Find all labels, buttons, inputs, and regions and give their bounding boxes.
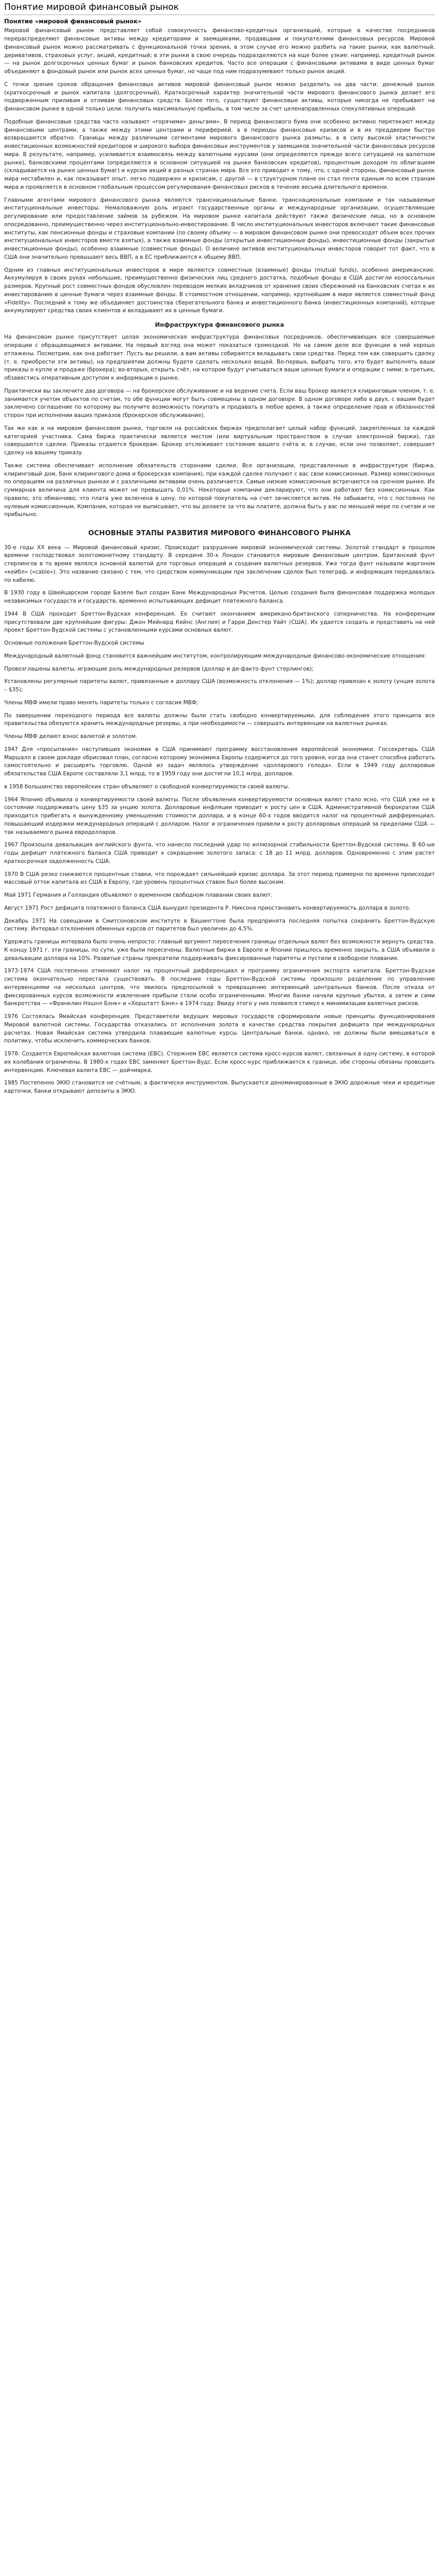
paragraph: Международный валютный фонд становится важнейшим институтом, контролирующим международные финансово-экономические отношения: (4, 652, 426, 659)
paragraph: 1944 В США проходит Бреттон-Вудская конференция. Ее считают окончанием американо-британского соперничества. На конференции присутствовали две крупнейшие фигуры: Джон Мейнард Кейнс (Англия) и Гарри Декстер Уайт (США). Их удается создать и представить на ней проект Бреттон-Вудской системы с установленными курсами основных валют. (4, 610, 435, 634)
paragraph: Так же как и на мировом финансовом рынке, торговля на российских биржах предполагает целый набор функций, закрепленных за каждой категорией участника. Сама биржа практически является местом (или виртуальным пространством в случае электронной биржи), где совершаются сделки. Приказы отдаются брокерам. Брокер отслеживает состояние вашего счёта и, в случае, если оно позволяет, совершает сделку на вашему приказу. (4, 425, 435, 456)
paragraph: Подобные финансовые средства часто называют «горячими» деньгами». В период финансового бума они особенно активно перетекают между финансовыми центрами, а также между этими центрами и периферией, а в периоды финансовых кризисов и в их преддверии быстро возвращаются обратно. Границы между различными сегментами мирового финансового рынка размыты, а в силу высокой эластичности инвестиционных возможностей кредиторов и широкого выбора финансовых инструментов у заемщиков значительной части финансовых ресурсов мира. В результате, например, усиливается взаимосвязь между валютными курсами (они определяются прежде всего ситуацией на валютном рынке), банковскими процентами (определяются в основном ситуацией на рынке банковских кредитов), процентным доходом по облигациям (складывается на рынке ценных бумаг) и курсом акций в разных странах мира. Все это приводит к тому, что, с одной стороны, финансовый рынок мира нестабилен и, как показывает опыт, легко подвержен и кризисам, с другой — в структурном плане он стал почти единым по всем странам мира и проявляется в основном глобальным процессом регулирования финансовых рисков в течение весьма длительного времени. (4, 118, 435, 190)
paragraph: По завершении переходного периода все валюты должны были стать свободно конвертируемыми, для соблюдения этого принципа все правительства обязуются хранить международные резервы, а при необходимости — совершать интервенции на валютных рынках. (4, 712, 435, 727)
page-title: Понятие мировой финансовый рынок (4, 2, 435, 15)
paragraph: Практически вы заключите два договора — на брокерское обслуживание и на ведение счета. Если ваш брокер является клиринговым членом, т. е. занимается учетом объектов по счетам, то обе функции могут быть совмещены в одном договоре. В одном договоре либо в двух, с вашим будет заключено соглашение по которому вы получите возможность покупать и продавать в любое время, а также определение прав и обязанностей сторон при исполнении ваших приказов (брокерское обслуживание). (4, 387, 435, 419)
paragraph: С точки зрения сроков обращения финансовых активов мировой финансовый рынок можно разделить на два части: денежный рынок (краткосрочный и рынок капитала (долгосрочный). Краткосрочный характер значительной части мирового финансового рынка делает его подверженным приливам и отливам финансовых средств. Более того, существуют финансовые активы, которые никогда не пребывают на финансовом рынке в одной только цели: получить максимальную прибыль, в том числе за счет целенаправленных спекулятивных операций. (4, 81, 435, 113)
paragraph: 1970 В США резко снижаются процентные ставки, что порождает сильнейший кризис доллара. За этот период примерно по времени происходит массовый отток капитала из США в Европу, где уровень процентных ставок был более высоким. (4, 871, 435, 886)
paragraph: Май 1971 Германия и Голландия объявляют о временном свободном плавании своих валют. (4, 892, 273, 899)
section-heading-concept: Понятие «мировой финансовый рынок» (4, 18, 141, 25)
paragraph: Основные положения Бреттон-Вудской системы (4, 640, 145, 647)
paragraph: Мировой финансовый рынок представляет собой совокупность финансово-кредитных организаций, которые в качестве посредников перераспределяют финансовые активы между кредиторами и заемщиками, продавцами и покупателями финансовых ресурсов. Мировой финансовый рынок можно рассматривать с функциональной точки зрения, в этом случае его можно разбить на такие рынки, как валютный, деривативов, страховых услуг, акций, кредитный; в эти рынки в свою очередь подразделяются на еще более узкие: например, кредитный рынок — на рынок долгосрочных ценных бумаг и рынок банковских кредитов. Часто все операции с финансовыми активами в виде ценных бумаг объединяют в фондовый рынок или рынок всех ценных бумаг, но чаще под ним подразумевают только рынок акций. (4, 27, 435, 75)
section-stages-body (4, 544, 435, 1096)
paragraph: В 1930 году в Швейцарском городе Базеле был создан Банк Международных Расчетов. Целью создания была финансовая поддержка молодых независимых государств и государств, временно испытывающих дефицит платежного баланса. (4, 590, 435, 605)
paragraph: 30-е годы XX века — Мировой финансовый кризис. Происходит разрушение мировой экономической системы. Золотой стандарт в прошлом времени господствовал золотомонетному стандарту. В середине 30-х Лондон становится мировым финансовым центром. Британский фунт стерлингов в то время являлся основной валютой для торговых операций и создания валютных резервов. Уже тогда фунт называли жаргоном «кейбл» («cable»). Это название связано с тем, что средством коммуникации при заключении сделок был телеграф, и информация передавалась по кабелю. (4, 544, 435, 583)
paragraph: Август 1971 Рост дефицита платежного баланса США вынудил президента Р. Никсона приостановить конвертируемость доллара в золото. (4, 904, 410, 911)
paragraph: На финансовом рынке присутствует целая экономическая инфраструктура финансовых посредников, обеспечивающих все совершаемые операции с обращающимися активами. На первый взгляд она может показаться громоздкой. Но на самом деле все функции в ней хорошо отлажены. Посмотрим, как она работает. Пусть вы решили, а вам активы собираются вкладывать свои средства. Перед тем как совершить сделку (т. е. приобрести эти активы), на предприятии должны будете сделать несколько вещей. Во-первых, выбрать того, кто будет выполнять ваши приказы о купле и продаже (брокера); во-вторых, открыть счёт, на котором будут учитываться ваши ценные бумаги и операции с ними; в-третьих, обзавестись оперативным доступом к информации о рынке. (4, 334, 435, 382)
paragraph: 1985 Постепенно ЭКЮ становится не счётным, а фактически инструментом. Выпускается деноминированные в ЭКЮ дорожные чеки и кредитные карточки, банки открывают депозиты в ЭКЮ. (4, 1080, 435, 1095)
paragraph: 1964 Японию объявила о конвертируемости своей валюты. После объявления конвертируемости основных валют стало ясно, что США уже не в состоянии поддерживать цену $35 за унцию золота. Долларовые инфляции приводит к росту цен в США. Административной бюрократии США приходится прибегать к вынужденному уменьшению стоимости доллара, и в конце 60-х годов вводится налог на процентный дифференциал, повышающий издержки международных операций с долларом. Налог и ограничения привели к росту долларовых операций за пределами США — так называемого рынка евродолларов. (4, 796, 435, 836)
paragraph: Установлены регулярные паритеты валют, привязанные к доллару США (возможность отклонения — 1%); доллар привязан к золоту (унция золота – $35); (4, 678, 435, 693)
paragraph: Главными агентами мирового финансового рынка являются транснациональные банки, транснациональные компании и так называемые институциональные инвесторы. Немаловажную роль играют государственные органы и международные организации, осуществляющие регулирование или предоставление займов за рубежом. На мировом рынке капитала действуют также физические лица, но в основном опосредованно, преимущественно через институционально-инвестирование. В число институциональных инвесторов включают такие финансовые институты, как пенсионные фонды и страховые компании (по своему объему — в мировом финансовом рынке они превосходят объем всех прочих институциональных инвесторов вместе взятых), а также взаимные фонды (открытые инвестиционные фонды), инвестиционные фонды (закрытые инвестиционные фонды), особенно взаимные (совместные фонды). О величине активов институциональных инвесторов говорит тот факт, что в США они значительно превышают весь ВВП, а в ЕС приближаются к общему ВВП. (4, 197, 435, 260)
paragraph: в 1958 большинство европейских стран объявляют о свободной конвертируемости своей валюты. (4, 783, 290, 790)
paragraph: Удержать границы интервала было очень непросто: главный аргумент пересечения границы отдельных валют без возможности вернуть средства. К концу 1971 г. эти границы, по сути, уже были пересечены. Валютные биржи в Европе и Японии пришлось временно закрыть, а США объявили о девальвации доллара на 10%. Развитые страны прекратили поддерживать фиксированные паритеты и пустили в свободное плавание. (4, 939, 435, 962)
paragraph: 1976 Состоялась Ямайская конференция. Представители ведущих мировых государств сформировали новые принципы функционирования Мировой валютной системы. Государства отказались от исполнения золота в качестве средства покрытия дефицита при международных расчетах. Новая Ямайская система утвердила плавающие валютные курсы. Центральные банки, однако, не должны были вмешиваться в политику, чтобы исключить коммерческих банков. (4, 1013, 435, 1045)
paragraph: Также система обеспечивает исполнение обязательств сторонами сделки. Все организации, представленные в инфраструктуре (биржа, клиринговый дом, банк клирингового дома и брокерская компания), при каждой сделке получают с вас свои комиссионные. Размер комиссионных по операциям на различных рынках и с различными активами очень различается. Самые низкие комиссионные встречаются на срочном рынке. Их суммарная величина для клиента может не превышать 0,01%. Некоторые компании декларируют, что они работают без комиссионных. Как правило, это обманчиво, что плата уже включена в цену, по которой покупатель на счет зачисляется актив. Не забываете, что с постоянно по нулевым комиссионным, Компания, которая не выписывает, что вы делаете за что вы платите, должна быть у вас по меньшей мере по счетам и не прибыльно. (4, 462, 435, 518)
paragraph: Члены МВФ делают взнос валютой и золотом. (4, 733, 137, 740)
paragraph: 1978: Создается Европейская валютная система (ЕВС). Стержнем ЕВС является система кросс-курсов валют, связанных в одну систему, в которой их колебания ограничены. В 1980-х годах ЕВС заменяет Бреттон-Вудс. Если кросс-курс приближается к границе, обе стороны обязаны проводить интервенцию. Ключевая валюта ЕВС — дойчмарка. (4, 1051, 435, 1074)
document-page (0, 0, 439, 1101)
paragraph: Одним из главных институциональных инвесторов в мире являются совместные (взаимные) фонды (mutual funds), особенно американские. Аккумулируя в своих руках небольшие, преимущественно физических лиц среднего достатка, подобные фонды в США достигли колоссальных размеров. Крупный рост совместных фондов обусловлен переводом мелких вкладчиков от хранения своих сбережений на банковских счетах к их инвестированию в ценные бумаги через взаимные фонды. В стоимостном отношении, например, крупнейшим в мире является совместный фонд «Fidelity». Последний к тому же объединяет достоинства сберегательного банка и инвестиционного банка (инвестиционных компаний), которые аккумулируют средства своих клиентов и вкладывают их в ценные бумаги. (4, 267, 435, 314)
paragraph: Члены МВФ имели право менять паритеты только с согласия МВФ; (4, 699, 199, 706)
paragraph: Декабрь 1971 На совещании в Смитсоновском институте в Вашингтоне была предпринята последняя попытка сохранить Бреттон-Вудскую систему. Интервал отклонения обменных курсов от паритетов был увеличен до 4,5%. (4, 917, 435, 932)
section-heading-stages: ОСНОВНЫЕ ЭТАПЫ РАЗВИТИЯ МИРОВОГО ФИНАНСОВОГО РЫНКА (88, 530, 351, 538)
paragraph: Провозглашены валюты, играющие роль международных резервов (доллар и де-факто фунт стерлингов); (4, 665, 314, 672)
paragraph: 1973-1974 США постепенно отменяют налог на процентный дифференциал и программу ограничения экспорта капитала. Бреттон-Вудская система окончательно перестала существовать. В последние годы Бреттон-Вудской системы произошло разделение по управлению интервенциями на несколько центров, что явилось предпосылкой к превращению интервенций центральных банков. После отказа от фиксированных курсов возможности извлечения прибыли стали особо ограниченными. Многие банки начали крупные убытки, а затем и сами банкротства — «Франклин Нэшнл Бэнк» и «Херштатт Бэнк» в 1974 году. Ввиду этого у них появился стимул к минимизации валютных рисков. (4, 968, 435, 1007)
paragraph: 1947 Для «просыпания» наступивших экономик в США принимают программу восстановления европейской экономики. Госсекретарь США Маршалл в своем докладе обрисовал план, согласно которому экономика Европы содержится до того уровня, когда она станет способна работать самостоятельно и расширять торговлю. Одной из задач являлось утверждение «долларового голода». Если в 1949 году долларовые обязательства США Европе составляли 3,1 млрд, то в 1959 году они достигли 10,1 млрд. долларов. (4, 746, 435, 777)
section-heading-infrastructure: Инфраструктура финансового рынка (154, 321, 285, 329)
section-concept-body (4, 27, 435, 315)
paragraph: 1967 Произошла девальвация английского фунта, что нанесло последний удар по иллюзорной стабильности Бреттон-Вудской системы. В 60-ые годы дефицит платежного баланса США приводит к сокращению золотого запаса: с 18 до 11 млрд. долларов. Одновременно с этим растет краткосрочная задолженность США. (4, 842, 435, 865)
section-infrastructure-body (4, 333, 435, 519)
